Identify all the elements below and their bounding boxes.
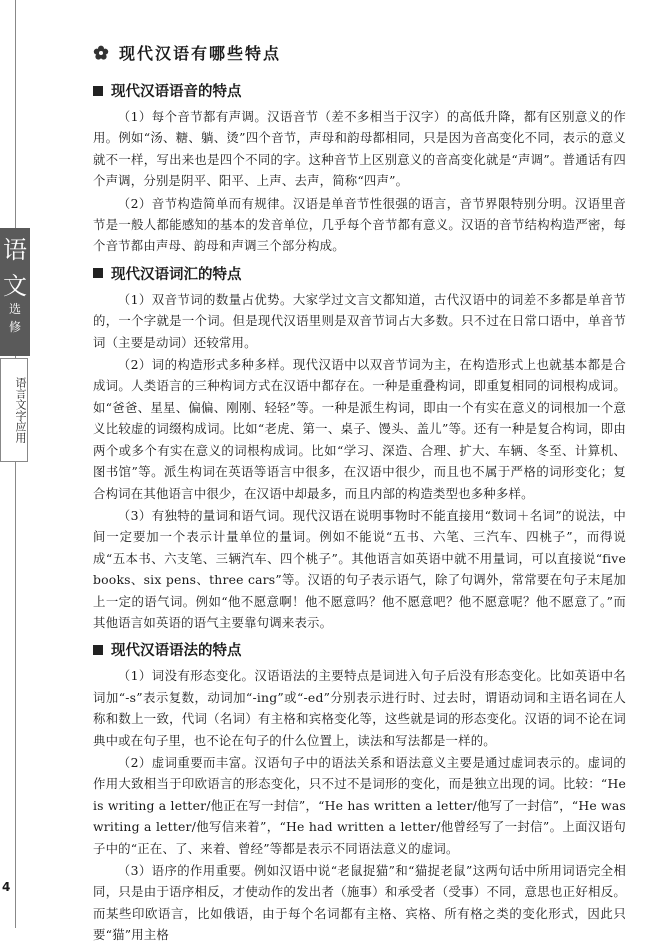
paragraph: （1）词没有形态变化。汉语语法的主要特点是词进入句子后没有形态变化。比如英语中名词加“-s”表示复数，动词加“-ing”或“-ed”分别表示进行时、过去时，谓语动词和主语名词在人称和数上一致，代词（名词）有主格和宾格变化等，这些就是词的形态变化。汉语的词不论在词典中或在句子里，也不论在句子的什么位置上，读法和写法都是一样的。	[93, 668, 626, 748]
section-heading-text: 现代汉语语音的特点	[111, 84, 242, 100]
side-tab-label2: 修	[8, 320, 21, 334]
paragraph: （2）音节构造简单而有规律。汉语是单音节性很强的语言，音节界限特别分明。汉语里音节是一般人都能感知的基本的发音单位，几乎每个音节都有意义。汉语的音节结构构造严密，每个音节都由声母、韵母和声调三个部分构成。	[93, 195, 626, 254]
side-tab-char1: 语	[3, 236, 27, 264]
paragraph: （2）词的构造形式多种多样。现代汉语中以双音节词为主，在构造形式上也就基本都是合成词。人类语言的三种构词方式在汉语中都存在。一种是重叠构词，即重复相同的词根构成词。如“爸爸、星星、偏偏、刚刚、轻轻”等。一种是派生构词，即由一个有实在意义的词根加一个意义比较虚的词缀构成词。比如“老虎、第一、桌子、馒头、盖儿”等。还有一种是复合构词，即由两个或多个有实在意义的词根构成词。比如“学习、深造、合理、扩大、车辆、冬至、计算机、图书馆”等。派生构词在英语等语言中很多，在汉语中很少，而且也不属于严格的词形变化；复合构词在其他语言中很少，在汉语中却最多，而且内部的构造类型也多种多样。	[93, 357, 626, 501]
paragraph: （1）每个音节都有声调。汉语音节（差不多相当于汉字）的高低升降，都有区别意义的作用。例如“汤、糖、躺、烫”四个音节，声母和韵母都相同，只是因为音高变化不同，表示的意义就不一样，写出来也是四个不同的字。这种音节上区别意义的音高变化就是“声调”。普通话有四个声调，分别是阴平、阳平、上声、去声，简称“四声”。	[93, 109, 626, 189]
side-tab-char2: 文	[3, 272, 27, 300]
paragraph: （1）双音节词的数量占优势。大家学过文言文都知道，古代汉语中的词差不多都是单音节的，一个字就是一个词。但是现代汉语里则是双音节词占大多数。只不过在日常口语中，单音节词（主要是动词）还较常用。	[93, 291, 626, 350]
side-tab	[0, 228, 30, 356]
page-content	[93, 41, 626, 947]
page-title: 现代汉语有哪些特点	[119, 44, 282, 63]
section-heading	[93, 263, 626, 284]
page-number: 4	[2, 880, 11, 894]
margin-rule	[15, 0, 16, 928]
section-heading-text: 现代汉语词汇的特点	[111, 266, 242, 283]
flower-icon	[93, 45, 109, 61]
side-tab-label1: 选	[8, 302, 21, 316]
page-title-row	[93, 41, 626, 64]
section-heading	[93, 639, 626, 660]
square-bullet-icon	[93, 86, 103, 96]
paragraph: （3）语序的作用重要。例如汉语中说“老鼠捉猫”和“猫捉老鼠”这两句话中所用词语完全相同，只是由于语序相反，才使动作的发出者（施事）和承受者（受事）不同，意思也正好相反。而某些印欧语言，比如俄语，由于每个名词都有主格、宾格、所有格之类的变化形式，因此只要“猫”用主格	[93, 863, 626, 943]
paragraph: （2）虚词重要而丰富。汉语句子中的语法关系和语法意义主要是通过虚词表示的。虚词的作用大致相当于印欧语言的形态变化，只不过不是词形的变化，而是独立出现的词。比较：“He is writing a letter/他正在写一封信”，“He has written a letter/他写了一封信”，“He was writing a letter/他写信来着”，“He had written a letter/他曾经写了一封信”。上面汉语句子中的“正在、了、来着、曾经”等都是表示不同语法意义的虚词。	[93, 754, 626, 856]
side-subtitle: 语言文字应用	[0, 358, 28, 462]
square-bullet-icon	[93, 268, 103, 278]
section-heading	[93, 80, 626, 101]
square-bullet-icon	[93, 645, 103, 655]
paragraph: （3）有独特的量词和语气词。现代汉语在说明事物时不能直接用“数词＋名词”的说法，中间一定要加一个表示计量单位的量词。例如不能说“五书、六笔、三汽车、四桃子”，而得说成“五本书、六支笔、三辆汽车、四个桃子”。其他语言如英语中就不用量词，可以直接说“five books、six pens、three cars”等。汉语的句子表示语气，除了句调外，常常要在句子末尾加上一定的语气词。例如“他不愿意啊！他不愿意吗？他不愿意吧？他不愿意呢？他不愿意了。”而其他语言如英语的语气主要靠句调来表示。	[93, 507, 626, 630]
section-heading-text: 现代汉语语法的特点	[111, 643, 242, 660]
